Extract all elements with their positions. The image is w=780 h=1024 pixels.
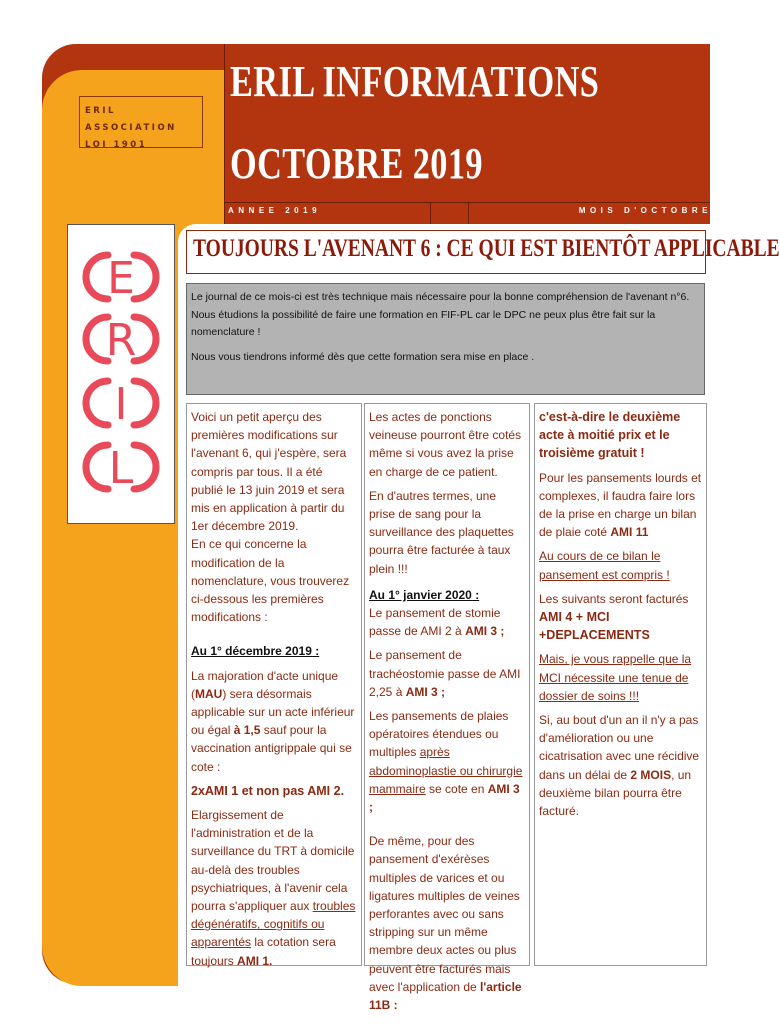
logo-arc — [86, 317, 108, 361]
logo-letter-e: E — [107, 253, 135, 304]
sub-header-divider — [430, 202, 431, 224]
text-bold: AMI 11 — [610, 525, 649, 540]
paragraph: Les actes de ponctions veineuse pourront être cotés même si vous avez la prise en charge de ce patient. — [369, 410, 522, 479]
paragraph — [191, 806, 357, 970]
spacer — [191, 632, 357, 642]
text-underline: troubles dégénératifs, cognitifs ou apparentés — [191, 899, 356, 950]
text: Les pansements de plaies opératoires étendues ou multiples — [369, 709, 509, 760]
heading-text: Au 1° décembre 2019 : — [191, 644, 320, 659]
text: se cote en — [425, 781, 488, 796]
logo-arc — [86, 445, 108, 489]
association-line1: ERIL ASSOCIATION — [85, 106, 177, 133]
intro-box — [186, 283, 705, 395]
paragraph-underline: Mais, je vous rappelle que la MCI nécessite une tenue de dossier de soins !!! — [539, 652, 692, 703]
column-2 — [364, 403, 530, 1013]
text: sauf pour la vaccination antigrippale qui se cote : — [191, 723, 352, 774]
section-heading — [191, 642, 357, 660]
text: la cotation sera toujours — [191, 935, 336, 968]
text: Le pansement de trachéostomie passe de AMI 2,25 à — [369, 648, 521, 699]
text: Si, au bout d'un an il n'y a pas d'amélioration ou une cicatrisation avec une récidive dans un délai de — [539, 713, 700, 782]
text: De même, pour des pansement d'exérèses multiples de varices et ou ligatures multiples de veines perforantes avec ou sans stripping sur un même membre deux actes ou plus peuvent être facturés mais avec l'application de — [369, 834, 520, 994]
header-divider — [224, 44, 225, 224]
paragraph — [191, 667, 357, 776]
eril-logo-graphic — [68, 225, 174, 523]
paragraph: En d'autres termes, une prise de sang pour la surveillance des plaquettes pourra être facturée à taux plein !!! — [369, 488, 514, 576]
logo-letter-l: L — [108, 443, 134, 494]
paragraph: En ce qui concerne la modification de la nomenclature, vous trouverez ci-dessous les premières modifications : — [191, 537, 350, 625]
heading-text: Au 1° janvier 2020 : — [369, 587, 480, 602]
eril-logo — [67, 224, 175, 524]
newsletter-title: ERIL INFORMATIONS — [230, 57, 600, 106]
paragraph-emphasis: AMI 4 + MCI +DEPLACEMENTS — [539, 610, 650, 643]
intro-paragraph: Le journal de ce mois-ci est très technique mais nécessaire pour la bonne compréhension de l'avenant n°6. — [191, 291, 690, 303]
paragraph — [539, 469, 702, 542]
paragraph — [539, 711, 702, 820]
text-bold: 2 MOIS — [630, 767, 672, 782]
text-underline: après abdominoplastie ou chirurgie mammaire — [369, 745, 523, 796]
paragraph: Les suivants seront facturés — [539, 591, 689, 606]
text: ) sera désormais applicable sur un acte inférieur ou égal — [191, 686, 355, 738]
headline-box — [186, 230, 780, 274]
text-bold: à 1,5 — [233, 723, 261, 738]
text: Elargissement de l'administration et de la surveillance du TRT à domicile au-delà des troubles psychiatriques, à l'avenir cela pourra s'appliquer aux — [191, 808, 355, 914]
text-bold: AMI 1. — [237, 953, 273, 968]
text-bold: AMI 3 ; — [405, 684, 446, 699]
text-bold: AMI 3 ; — [465, 624, 505, 639]
text: , un deuxième bilan pourra être facturé. — [539, 767, 692, 819]
association-label — [79, 96, 203, 148]
paragraph — [369, 646, 525, 701]
paragraph-underline: Au cours de ce bilan le pansement est compris ! — [539, 549, 670, 582]
text: Pour les pansements lourds et complexes, il faudra faire lors de la prise en charge un bilan de plaie coté — [539, 470, 702, 540]
paragraph — [369, 707, 525, 816]
logo-arc — [134, 255, 156, 299]
paragraph — [369, 604, 525, 640]
text: Le pansement de stomie passe de AMI 2 à — [369, 606, 501, 639]
logo-arc — [134, 445, 156, 489]
sub-header-year: ANNEE 2019 — [228, 206, 322, 215]
headline: TOUJOURS L'AVENANT 6 : CE QUI EST BIENTÔT APPLICABLE — [193, 235, 780, 262]
intro-paragraph: Nous vous tiendrons informé dès que cette formation sera mise en place . — [191, 350, 535, 363]
sub-header-month: MOIS D'OCTOBRE — [578, 206, 712, 215]
logo-letter-r: R — [105, 315, 137, 366]
column-1 — [186, 403, 362, 966]
logo-arc — [134, 317, 156, 361]
newsletter-date: OCTOBRE 2019 — [230, 139, 483, 188]
text: La majoration d'acte unique ( — [191, 668, 339, 701]
paragraph-emphasis: 2xAMI 1 et non pas AMI 2. — [191, 783, 345, 798]
text-bold: l'article 11B : — [369, 979, 522, 1013]
text-bold: MAU — [195, 686, 223, 701]
column-3 — [534, 403, 707, 966]
logo-arc — [86, 381, 108, 425]
paragraph — [369, 832, 525, 1014]
intro-paragraph: Nous étudions la possibilité de faire une formation en FIF-PL car le DPC ne peux plus être fait sur la nomenclature ! — [191, 308, 656, 338]
logo-arc — [134, 381, 156, 425]
logo-arc — [86, 255, 108, 299]
text-bold: AMI 3 ; — [369, 781, 520, 815]
paragraph-emphasis: c'est-à-dire le deuxième acte à moitié prix et le troisième gratuit ! — [539, 410, 681, 461]
section-heading — [369, 586, 525, 604]
paragraph: Voici un petit aperçu des premières modifications sur l'avenant 6, qui j'espère, sera compris par tous. Il a été publié le 13 juin 2019 et sera mis en application à partir du 1er décembre 2019. — [191, 410, 347, 534]
sub-header-divider — [468, 202, 469, 224]
logo-letter-i: I — [114, 379, 128, 430]
association-line2: LOI 1901 — [85, 140, 148, 150]
spacer — [369, 822, 525, 832]
